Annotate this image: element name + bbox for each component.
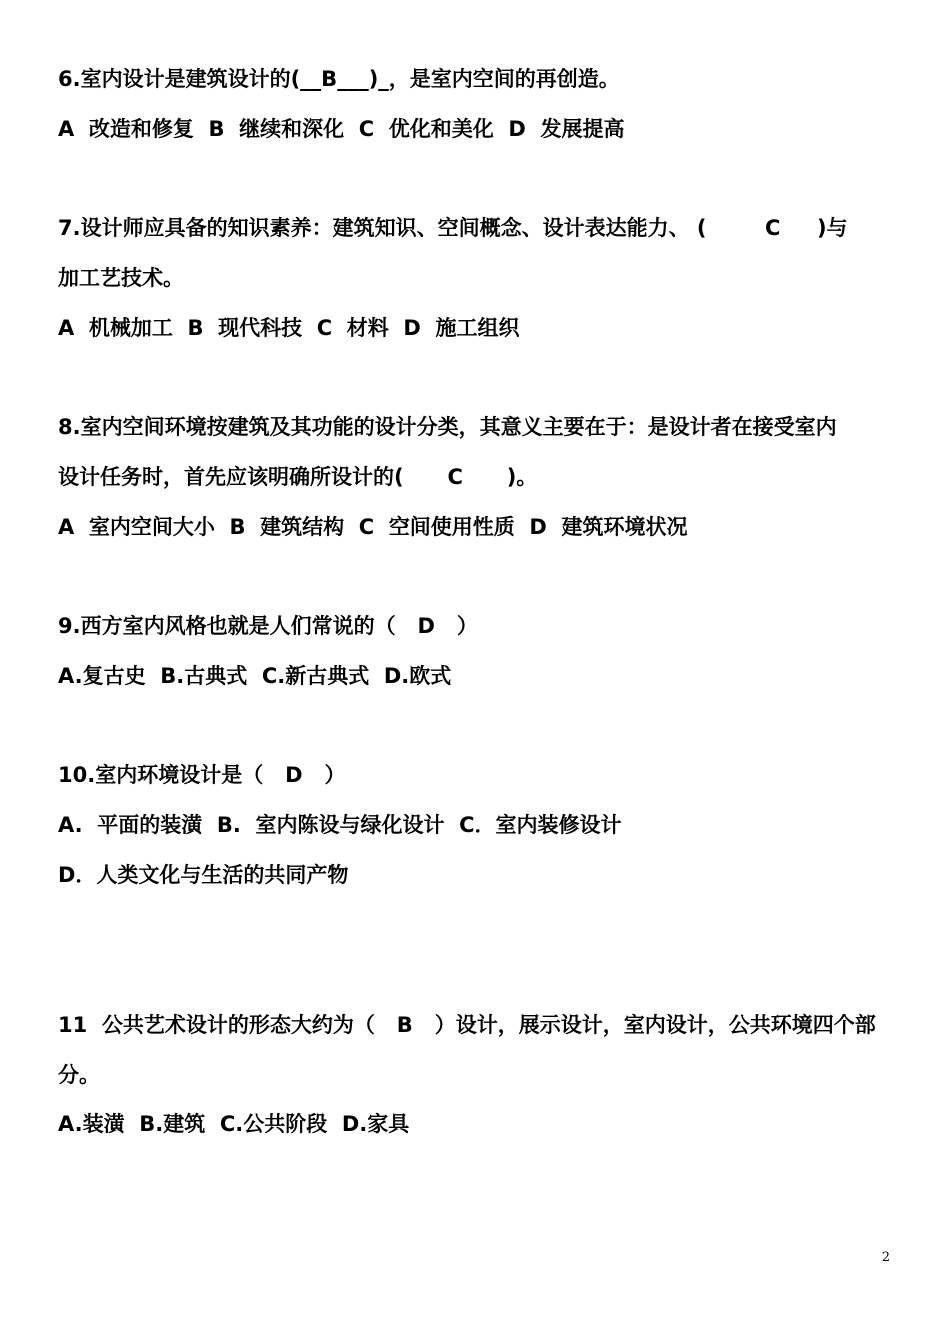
question-7-stem-cont: 加工艺技术。 (58, 266, 184, 290)
question-6-options: A 改造和修复 B 继续和深化 C 优化和美化 D 发展提高 (58, 117, 625, 141)
question-8-stem-cont: 设计任务时，首先应该明确所设计的( C )。 (58, 465, 538, 489)
question-6-stem: 6.室内设计是建筑设计的(__B___)_，是室内空间的再创造。 (58, 67, 620, 91)
question-9-stem: 9.西方室内风格也就是人们常说的（ D ） (58, 614, 478, 638)
question-9-options: A.复古史 B.古典式 C.新古典式 D.欧式 (58, 664, 452, 688)
question-11-options: A.装潢 B.建筑 C.公共阶段 D.家具 (58, 1112, 410, 1136)
question-11-stem-cont: 分。 (58, 1063, 100, 1087)
question-10-options: A. 平面的装潢 B. 室内陈设与绿化设计 C．室内装修设计 (58, 813, 622, 837)
question-8-stem: 8.室内空间环境按建筑及其功能的设计分类，其意义主要在于：是设计者在接受室内 (58, 415, 837, 439)
page-number: 2 (881, 1250, 890, 1265)
question-10-options-cont: D．人类文化与生活的共同产物 (58, 863, 349, 887)
question-7-stem: 7.设计师应具备的知识素养：建筑知识、空间概念、设计表达能力、 ( C )与 (58, 216, 848, 240)
question-8-options: A 室内空间大小 B 建筑结构 C 空间使用性质 D 建筑环境状况 (58, 515, 688, 539)
question-10-stem: 10.室内环境设计是（ D ） (58, 763, 346, 787)
question-11-stem: 11 公共艺术设计的形态大约为（ B ）设计，展示设计，室内设计，公共环境四个部 (58, 1013, 876, 1037)
question-7-options: A 机械加工 B 现代科技 C 材料 D 施工组织 (58, 316, 520, 340)
